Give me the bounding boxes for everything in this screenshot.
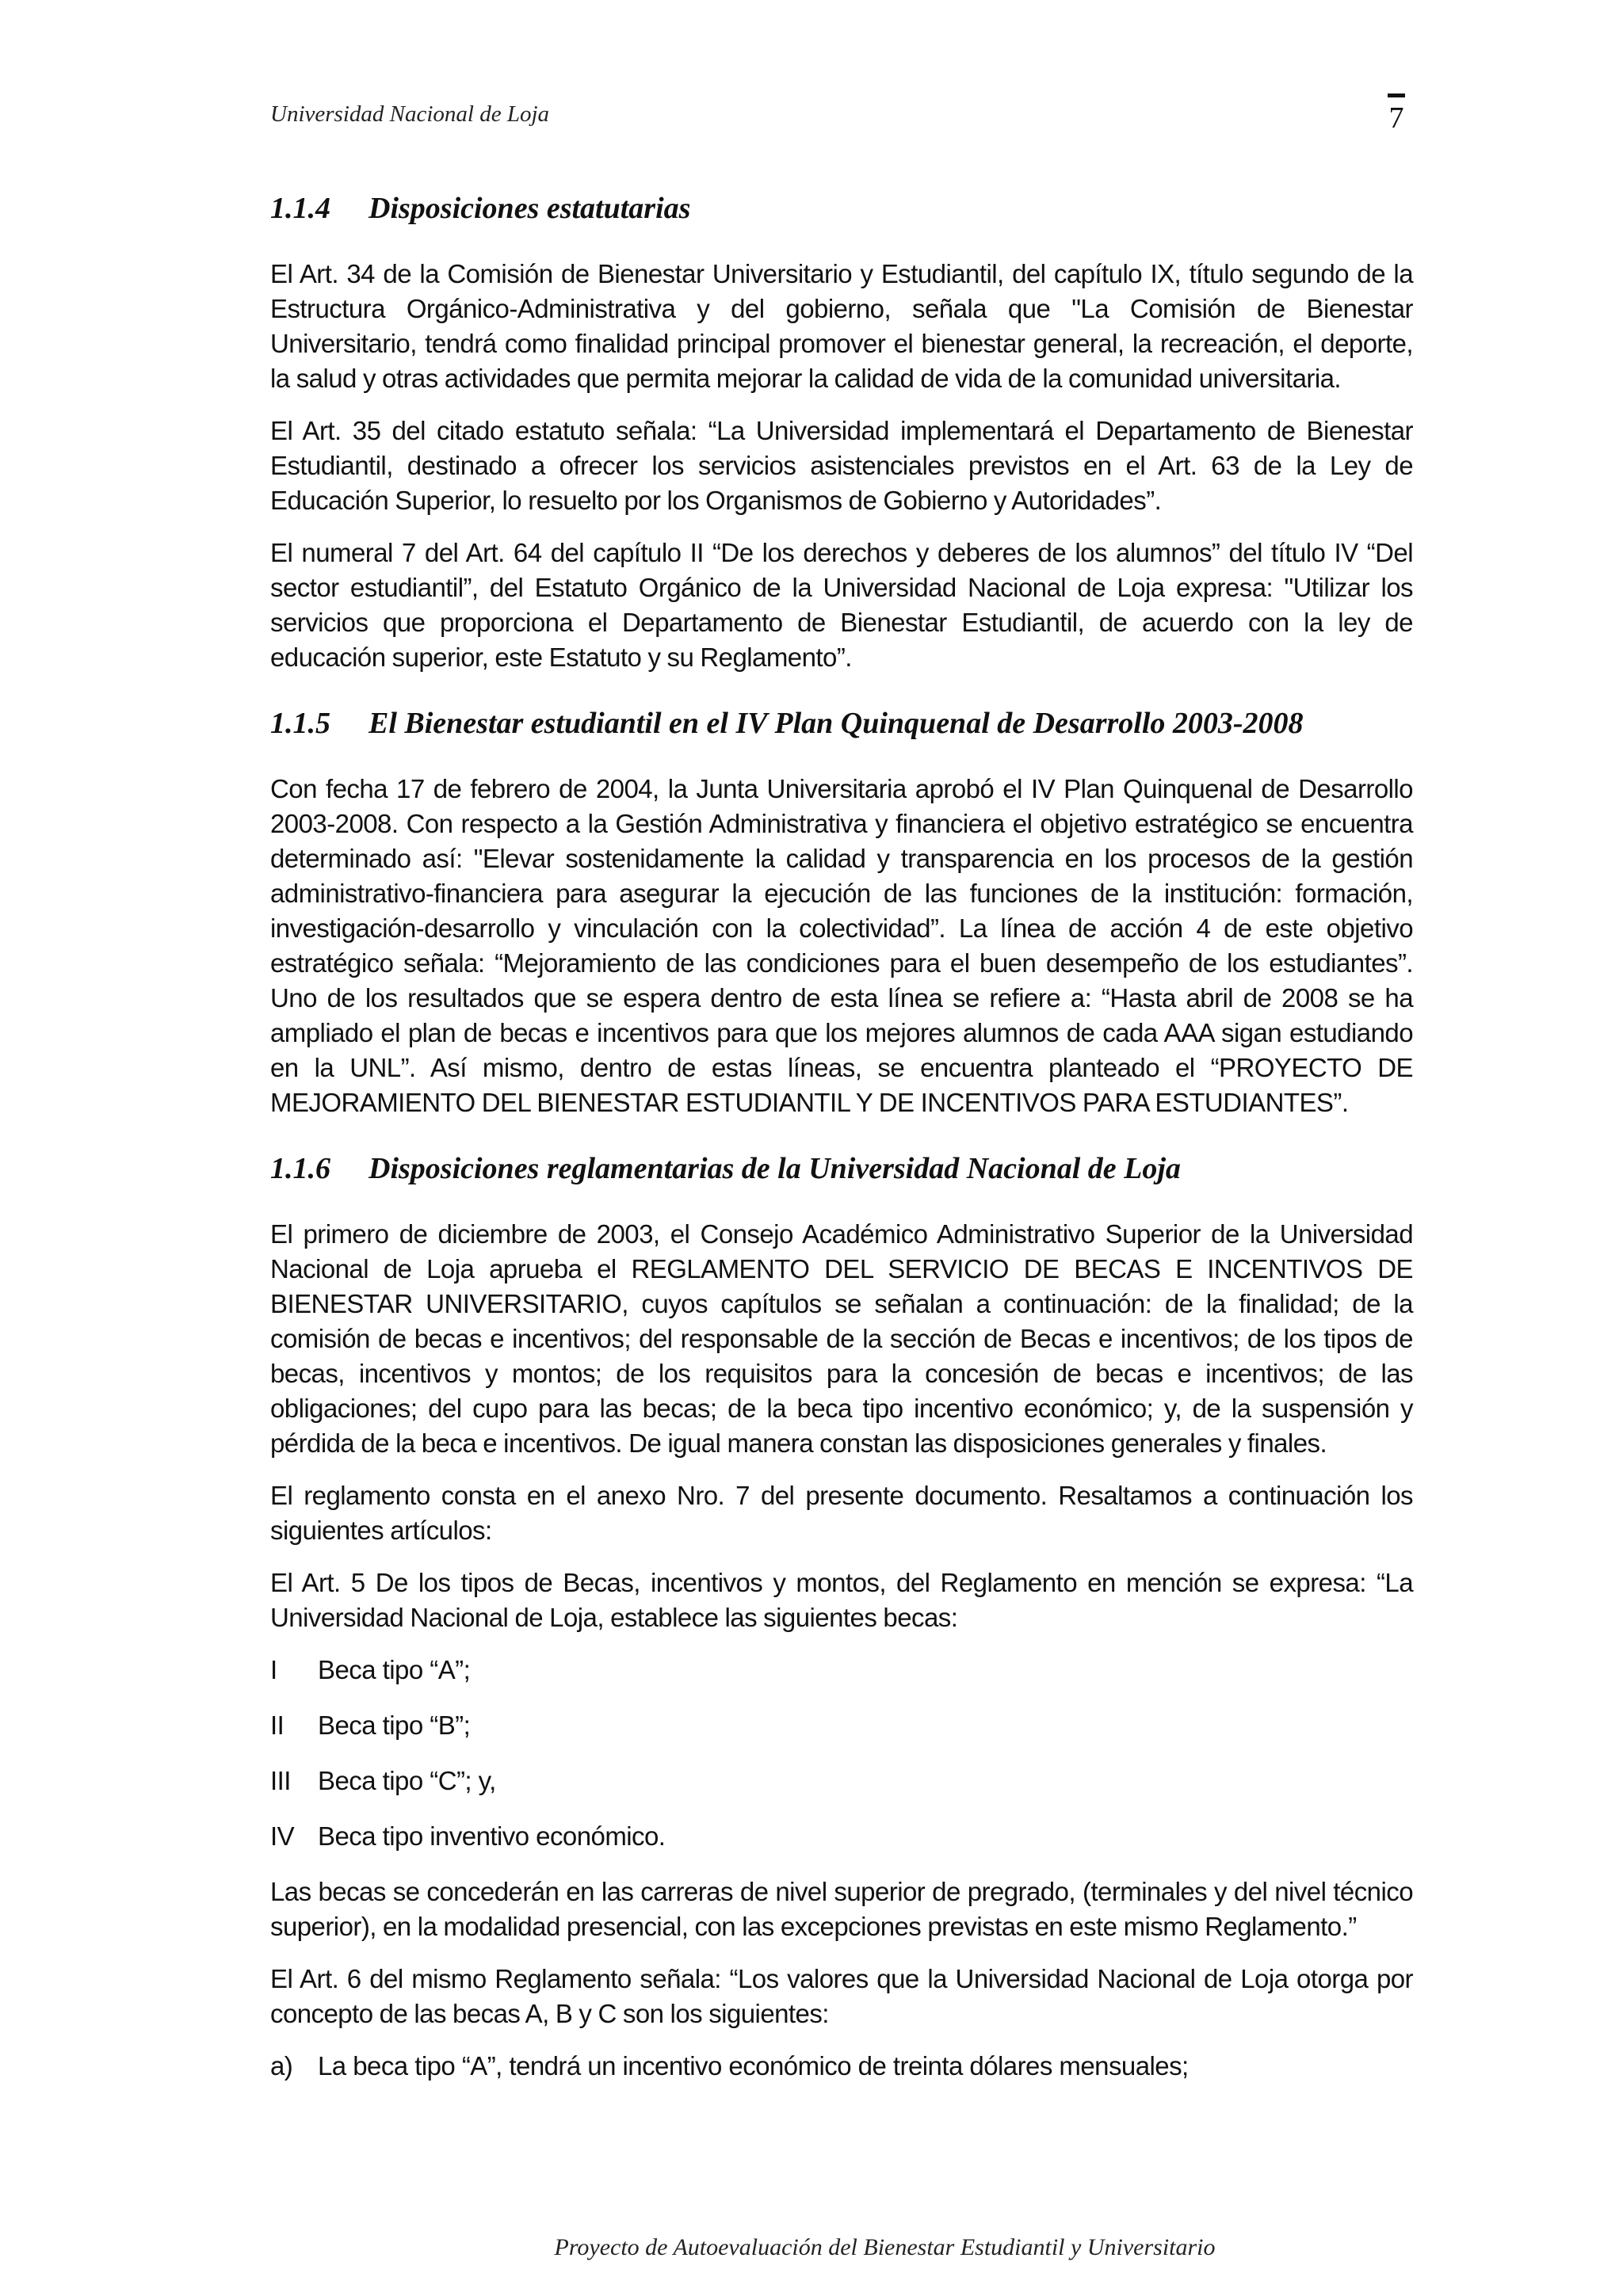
paragraph: El Art. 5 De los tipos de Becas, incentivos y montos, del Reglamento en mención se expresa: “La Universidad Nacional de Loja, establece las siguientes becas:	[270, 1568, 1413, 1632]
list-marker: IV	[270, 1821, 295, 1851]
list-item	[270, 1819, 1413, 1854]
paragraph: El reglamento consta en el anexo Nro. 7 del presente documento. Resaltamos a continuación los siguientes artículos:	[270, 1481, 1413, 1545]
page-number: 7	[1388, 101, 1404, 135]
list-item	[270, 1708, 1413, 1743]
section-number: 1.1.5	[270, 707, 330, 740]
list-item	[270, 1653, 1413, 1688]
section-heading-1-1-5	[270, 704, 1413, 743]
list-text: Beca tipo “A”;	[318, 1655, 471, 1684]
list-marker: III	[270, 1766, 291, 1795]
paragraph: El Art. 35 del citado estatuto señala: “La Universidad implementará el Departamento de Bienestar Estudiantil, destinado a ofrecer los servicios asistenciales previstos en el Art. 63 de la Ley de Educación Superior, lo resuelto por los Organismos de Gobierno y Autoridades”.	[270, 416, 1413, 515]
list-marker: II	[270, 1711, 285, 1740]
page-number-block	[1381, 93, 1412, 134]
list-marker: a)	[270, 2051, 293, 2081]
list-text: Beca tipo “C”; y,	[318, 1766, 496, 1795]
section-title: Disposiciones reglamentarias de la Universidad Nacional de Loja	[369, 1152, 1181, 1185]
section-title: Disposiciones estatutarias	[369, 192, 691, 225]
paragraph: El numeral 7 del Art. 64 del capítulo II “De los derechos y deberes de los alumnos” del título IV “Del sector estudiantil”, del Estatuto Orgánico de la Universidad Nacional de Loja expresa: "Utilizar los servicios que proporciona el Departamento de Bienestar Estudiantil, de acuerdo con la ley de educación superior, este Estatuto y su Reglamento”.	[270, 538, 1413, 672]
list-text: La beca tipo “A”, tendrá un incentivo económico de treinta dólares mensuales;	[318, 2051, 1189, 2081]
header-institution: Universidad Nacional de Loja	[270, 101, 550, 127]
list-text: Beca tipo inventivo económico.	[318, 1821, 666, 1851]
list-item	[270, 2049, 1413, 2084]
paragraph: Con fecha 17 de febrero de 2004, la Junta Universitaria aprobó el IV Plan Quinquenal de Desarrollo 2003-2008. Con respecto a la Gestión Administrativa y financiera el objetivo estratégico se encuentra determinado así: "Elevar sostenidamente la calidad y transparencia en los procesos de la gestión administrativo-financiera para asegurar la ejecución de las funciones de la institución: formación, investigación-desarrollo y vinculación con la colectividad”. La línea de acción 4 de este objetivo estratégico señala: “Mejoramiento de las condiciones para el buen desempeño de los estudiantes”. Uno de los resultados que se espera dentro de esta línea se refiere a: “Hasta abril de 2008 se ha ampliado el plan de becas e incentivos para que los mejores alumnos de cada AAA sigan estudiando en la UNL”. Así mismo, dentro de estas líneas, se encuentra planteado el “PROYECTO DE MEJORAMIENTO DEL BIENESTAR ESTUDIANTIL Y DE INCENTIVOS PARA ESTUDIANTES”.	[270, 774, 1413, 1117]
document-body	[270, 189, 1413, 2104]
section-number: 1.1.4	[270, 192, 330, 225]
page-number-rule	[1388, 93, 1405, 97]
paragraph: El Art. 6 del mismo Reglamento señala: “Los valores que la Universidad Nacional de Loja otorga por concepto de las becas A, B y C son los siguientes:	[270, 1964, 1413, 2028]
section-title: El Bienestar estudiantil en el IV Plan Quinquenal de Desarrollo 2003-2008	[369, 707, 1304, 740]
paragraph: El primero de diciembre de 2003, el Consejo Académico Administrativo Superior de la Universidad Nacional de Loja aprueba el REGLAMENTO DEL SERVICIO DE BECAS E INCENTIVOS DE BIENESTAR UNIVERSITARIO, cuyos capítulos se señalan a continuación: de la finalidad; de la comisión de becas e incentivos; del responsable de la sección de Becas e incentivos; de los tipos de becas, incentivos y montos; de los requisitos para la concesión de becas e incentivos; de las obligaciones; del cupo para las becas; de la beca tipo incentivo económico; y, de la suspensión y pérdida de la beca e incentivos. De igual manera constan las disposiciones generales y finales.	[270, 1219, 1413, 1458]
section-heading-1-1-6	[270, 1149, 1413, 1188]
list-marker: I	[270, 1655, 277, 1684]
paragraph: Las becas se concederán en las carreras de nivel superior de pregrado, (terminales y del nivel técnico superior), en la modalidad presencial, con las excepciones previstas en este mismo Reglamento.”	[270, 1877, 1413, 1941]
section-number: 1.1.6	[270, 1152, 330, 1185]
list-item	[270, 1764, 1413, 1798]
page-footer: Proyecto de Autoevaluación del Bienestar Estudiantil y Universitario	[554, 2234, 1216, 2260]
paragraph: El Art. 34 de la Comisión de Bienestar Universitario y Estudiantil, del capítulo IX, título segundo de la Estructura Orgánico-Administrativa y del gobierno, señala que "La Comisión de Bienestar Universitario, tendrá como finalidad principal promover el bienestar general, la recreación, el deporte, la salud y otras actividades que permita mejorar la calidad de vida de la comunidad universitaria.	[270, 259, 1413, 393]
list-text: Beca tipo “B”;	[318, 1711, 471, 1740]
section-heading-1-1-4	[270, 189, 1413, 228]
